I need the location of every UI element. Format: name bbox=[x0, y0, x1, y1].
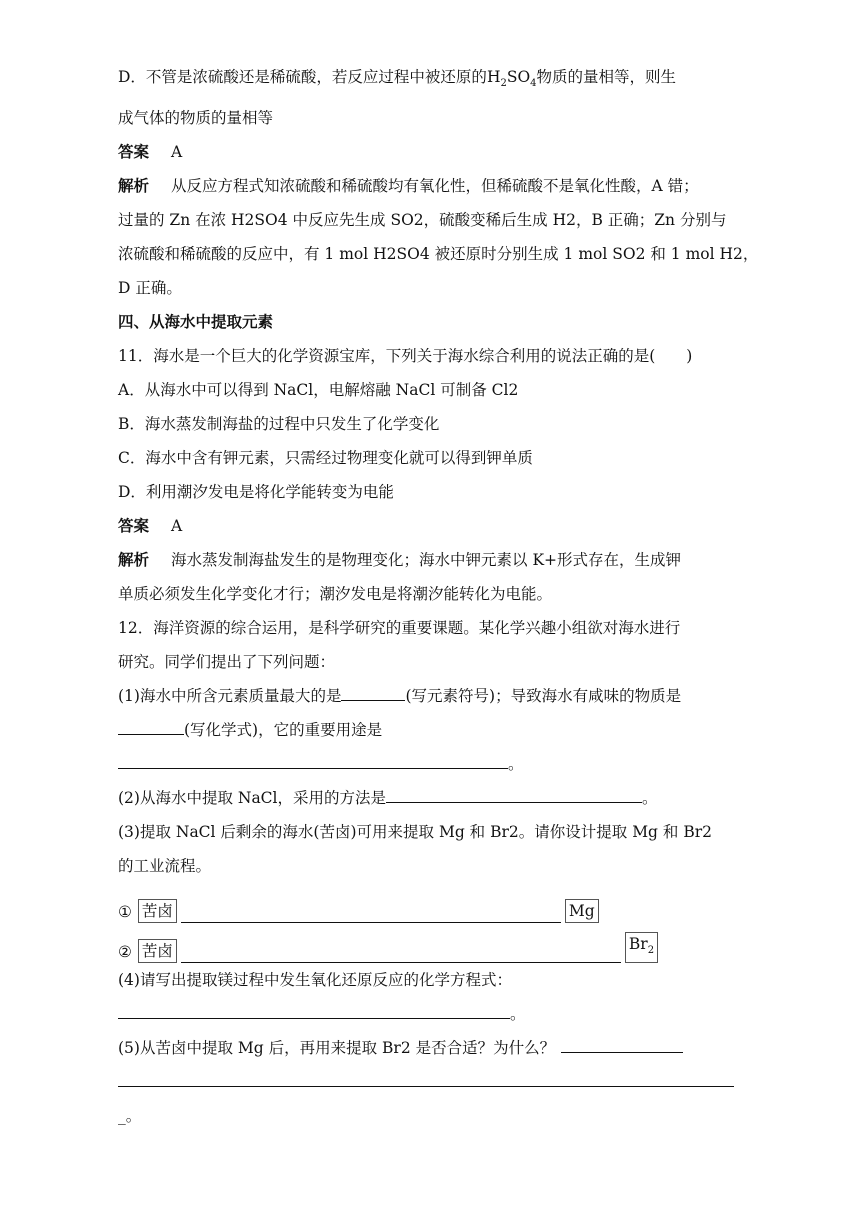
flow-number: ① bbox=[118, 903, 132, 922]
q12-intro-line2: 研究。同学们提出了下列问题： bbox=[118, 653, 336, 672]
flow-end-box: $Br_2$ bbox=[625, 932, 658, 963]
h2so4-formula: $H_2SO_4$ bbox=[486, 68, 537, 90]
formula-blank[interactable] bbox=[118, 714, 184, 735]
mg-flow-row bbox=[118, 883, 742, 923]
q11-option-b: B．海水蒸发制海盐的过程中只发生了化学变化 bbox=[118, 415, 440, 434]
answer-label: 答案 bbox=[118, 517, 150, 536]
q12-part3-line1: (3)提取 NaCl 后剩余的海水(苦卤)可用来提取 Mg 和 Br2。请你设计提取 Mg 和 Br2 bbox=[118, 823, 712, 842]
flow-start-box: 苦卤 bbox=[138, 899, 177, 923]
q11-analysis-line1: 解析 海水蒸发制海盐发生的是物理变化；海水中钾元素以 K+形式存在，生成钾 bbox=[118, 551, 682, 570]
q10-analysis-line3: 浓硫酸和稀硫酸的反应中，有 1 mol H2SO4 被还原时分别生成 1 mol SO2 和 1 mol H2， bbox=[118, 245, 759, 264]
q10-answer bbox=[118, 135, 742, 169]
br2-flow-blank[interactable] bbox=[181, 940, 621, 963]
mg-flow-blank[interactable] bbox=[181, 900, 561, 923]
flow-end-box: Mg bbox=[565, 899, 599, 923]
q12-intro-line1: 12．海洋资源的综合运用，是科学研究的重要课题。某化学兴趣小组欲对海水进行 bbox=[118, 619, 681, 638]
element-blank[interactable] bbox=[341, 680, 405, 701]
q12-part1-line2: (写化学式)，它的重要用途是 bbox=[118, 713, 742, 747]
q12-part5: (5)从苦卤中提取 Mg 后，再用来提取 Br2 是否合适？为什么？ bbox=[118, 1031, 742, 1065]
q10-analysis-line2: 过量的 Zn 在浓 H2SO4 中反应先生成 SO2，硫酸变稀后生成 H2，B 正确；Zn 分别与 bbox=[118, 211, 727, 230]
answer-label: 答案 bbox=[118, 143, 150, 162]
q12-part1-line1: (1)海水中所含元素质量最大的是 (写元素符号)；导致海水有咸味的物质是 bbox=[118, 679, 742, 713]
answer-value: A bbox=[171, 143, 183, 162]
method-blank[interactable] bbox=[386, 782, 642, 803]
q10-analysis-line1: 解析 从反应方程式知浓硫酸和稀硫酸均有氧化性，但稀硫酸不是氧化性酸，A 错； bbox=[118, 177, 699, 196]
q11-option-a: A．从海水中可以得到 NaCl，电解熔融 NaCl 可制备 Cl2 bbox=[118, 381, 519, 400]
q10-option-d-line1: D．不管是浓硫酸还是稀硫酸，若反应过程中被还原的$H_2SO_4$物质的量相等，则生 bbox=[118, 68, 677, 90]
reason-blank-short[interactable] bbox=[561, 1032, 683, 1053]
q10-analysis-line4: D 正确。 bbox=[118, 279, 182, 298]
q12-part4: (4)请写出提取镁过程中发生氧化还原反应的化学方程式： bbox=[118, 971, 512, 990]
q12-part1-line3: 。 bbox=[118, 747, 742, 781]
reason-blank-long[interactable] bbox=[118, 1066, 734, 1087]
q11-stem: 11．海水是一个巨大的化学资源宝库，下列关于海水综合利用的说法正确的是( ) bbox=[118, 347, 693, 366]
q12-part4-answer: 。 bbox=[118, 997, 742, 1031]
equation-blank[interactable] bbox=[118, 998, 510, 1019]
q11-analysis-line2: 单质必须发生化学变化才行；潮汐发电是将潮汐能转化为电能。 bbox=[118, 585, 553, 604]
br2-flow-row bbox=[118, 923, 742, 963]
q11-answer bbox=[118, 509, 742, 543]
usage-blank[interactable] bbox=[118, 748, 508, 769]
q10-option-d-line2: 成气体的物质的量相等 bbox=[118, 109, 274, 128]
q12-part3-line2: 的工业流程。 bbox=[118, 857, 212, 876]
analysis-label: 解析 bbox=[118, 551, 150, 570]
q12-part2: (2)从海水中提取 NaCl，采用的方法是 。 bbox=[118, 781, 742, 815]
q11-option-c: C．海水中含有钾元素，只需经过物理变化就可以得到钾单质 bbox=[118, 449, 533, 468]
q12-part5-line2 bbox=[118, 1065, 742, 1099]
flow-start-box: 苦卤 bbox=[138, 939, 177, 963]
flow-number: ② bbox=[118, 943, 132, 962]
q11-option-d: D．利用潮汐发电是将化学能转变为电能 bbox=[118, 483, 394, 502]
q12-part5-end: _。 bbox=[118, 1107, 142, 1126]
answer-value: A bbox=[171, 517, 183, 536]
document-page bbox=[118, 60, 759, 1133]
section-heading: 四、从海水中提取元素 bbox=[118, 313, 274, 332]
analysis-label: 解析 bbox=[118, 177, 150, 196]
